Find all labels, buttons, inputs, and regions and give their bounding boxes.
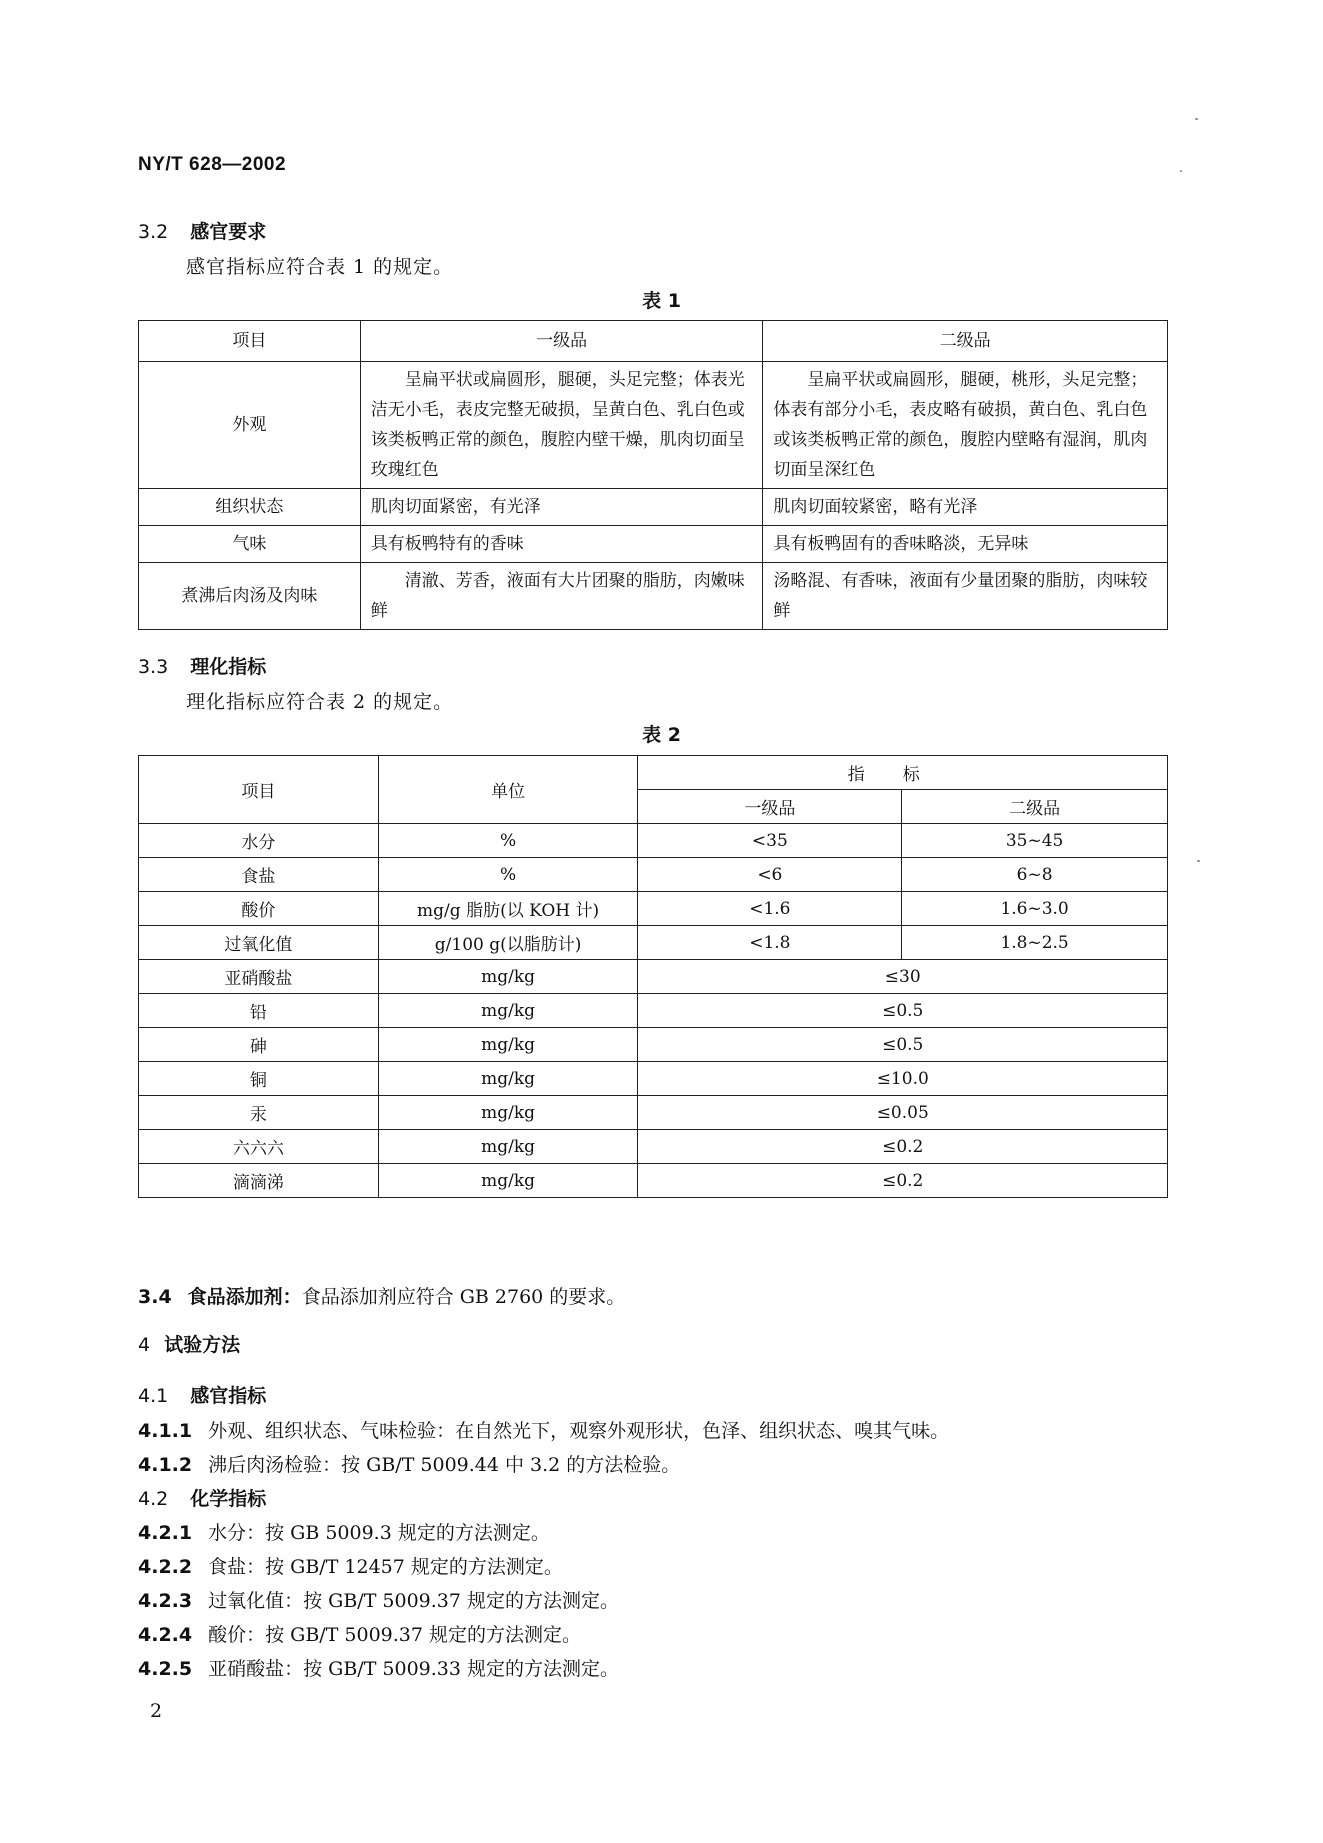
column-header: 一级品 [360, 321, 763, 362]
column-header: 项目 [139, 321, 361, 362]
row-label: 亚硝酸盐 [139, 960, 379, 994]
limit-cell: ≤0.2 [638, 1130, 1168, 1164]
grade-1-cell: <1.6 [638, 892, 902, 926]
section-4-2-2: 4.2.2 食盐：按 GB/T 12457 规定的方法测定。 [138, 1556, 563, 1578]
table-row [139, 1130, 1168, 1164]
row-label: 六六六 [139, 1130, 379, 1164]
grade-2-cell: 6~8 [902, 858, 1168, 892]
grade-2-cell: 具有板鸭固有的香味略淡，无异味 [763, 526, 1168, 563]
standard-number: NY/T 628—2002 [138, 154, 287, 175]
grade-2-cell: 呈扁平状或扁圆形，腿硬，桃形，头足完整；体表有部分小毛，表皮略有破损，黄白色、乳白色或该类板鸭正常的颜色，腹腔内壁略有湿润，肌肉切面呈深红色 [763, 362, 1168, 489]
section-3-4: 3.4 食品添加剂：食品添加剂应符合 GB 2760 的要求。 [138, 1286, 626, 1308]
row-label: 滴滴涕 [139, 1164, 379, 1198]
scan-speck [1195, 118, 1198, 120]
grade-1-cell: 具有板鸭特有的香味 [360, 526, 763, 563]
grade-1-cell: <1.8 [638, 926, 902, 960]
section-4-2-heading: 4.2 化学指标 [138, 1488, 267, 1510]
row-label: 铅 [139, 994, 379, 1028]
section-4-2-1: 4.2.1 水分：按 GB 5009.3 规定的方法测定。 [138, 1522, 550, 1544]
column-header: 项目 [139, 756, 379, 824]
table-row [139, 362, 1168, 489]
grade-2-cell: 肌肉切面较紧密，略有光泽 [763, 489, 1168, 526]
limit-cell: ≤10.0 [638, 1062, 1168, 1096]
section-4-2-5: 4.2.5 亚硝酸盐：按 GB/T 5009.33 规定的方法测定。 [138, 1658, 620, 1680]
section-4-heading: 4 试验方法 [138, 1334, 241, 1356]
grade-2-cell: 1.8~2.5 [902, 926, 1168, 960]
table-row [139, 489, 1168, 526]
row-label: 水分 [139, 824, 379, 858]
section-3-3-text: 理化指标应符合表 2 的规定。 [186, 691, 454, 713]
grade-2-cell: 汤略混、有香味，液面有少量团聚的脂肪，肉味较鲜 [763, 563, 1168, 630]
section-3-3-heading: 3.3 理化指标 [138, 656, 267, 678]
table-row [139, 1062, 1168, 1096]
page-number: 2 [150, 1700, 163, 1722]
limit-cell: ≤0.2 [638, 1164, 1168, 1198]
table-row [139, 563, 1168, 630]
column-header: 一级品 [638, 790, 902, 824]
unit-cell: mg/g 脂肪(以 KOH 计) [378, 892, 638, 926]
row-label: 汞 [139, 1096, 379, 1130]
table-2-physicochemical [138, 755, 1168, 1198]
grade-1-cell: <6 [638, 858, 902, 892]
table-row [139, 858, 1168, 892]
row-label: 组织状态 [139, 489, 361, 526]
grade-1-cell: 清澈、芳香，液面有大片团聚的脂肪，肉嫩味鲜 [360, 563, 763, 630]
unit-cell: mg/kg [378, 960, 638, 994]
row-label: 气味 [139, 526, 361, 563]
section-4-1-2: 4.1.2 沸后肉汤检验：按 GB/T 5009.44 中 3.2 的方法检验。 [138, 1454, 681, 1476]
scan-speck [1180, 170, 1182, 172]
table-row [139, 926, 1168, 960]
unit-cell: mg/kg [378, 1096, 638, 1130]
table-row [139, 1096, 1168, 1130]
row-label: 煮沸后肉汤及肉味 [139, 563, 361, 630]
unit-cell: % [378, 824, 638, 858]
unit-cell: % [378, 858, 638, 892]
column-header: 指标 [638, 756, 1168, 790]
table-row [139, 994, 1168, 1028]
column-header: 单位 [378, 756, 638, 824]
unit-cell: mg/kg [378, 1028, 638, 1062]
limit-cell: ≤0.5 [638, 1028, 1168, 1062]
section-4-1-1: 4.1.1 外观、组织状态、气味检验：在自然光下，观察外观形状，色泽、组织状态、嗅其气味。 [138, 1420, 950, 1442]
unit-cell: mg/kg [378, 1062, 638, 1096]
row-label: 酸价 [139, 892, 379, 926]
table-2-caption: 表 2 [642, 724, 681, 746]
table-row [139, 892, 1168, 926]
unit-cell: mg/kg [378, 1130, 638, 1164]
grade-1-cell: 呈扁平状或扁圆形，腿硬，头足完整；体表光洁无小毛，表皮完整无破损，呈黄白色、乳白色或该类板鸭正常的颜色，腹腔内壁干燥，肌肉切面呈玫瑰红色 [360, 362, 763, 489]
table-row [139, 960, 1168, 994]
table-1-caption: 表 1 [642, 290, 681, 312]
unit-cell: mg/kg [378, 1164, 638, 1198]
section-4-2-3: 4.2.3 过氧化值：按 GB/T 5009.37 规定的方法测定。 [138, 1590, 620, 1612]
table-row [139, 824, 1168, 858]
section-3-2-text: 感官指标应符合表 1 的规定。 [186, 256, 454, 278]
row-label: 过氧化值 [139, 926, 379, 960]
table-row [139, 1028, 1168, 1062]
limit-cell: ≤0.5 [638, 994, 1168, 1028]
table-header-row [139, 321, 1168, 362]
table-row [139, 526, 1168, 563]
limit-cell: ≤30 [638, 960, 1168, 994]
row-label: 砷 [139, 1028, 379, 1062]
grade-1-cell: 肌肉切面紧密，有光泽 [360, 489, 763, 526]
section-3-2-heading: 3.2 感官要求 [138, 221, 267, 243]
section-4-1-heading: 4.1 感官指标 [138, 1385, 267, 1407]
row-label: 食盐 [139, 858, 379, 892]
unit-cell: g/100 g(以脂肪计) [378, 926, 638, 960]
row-label: 铜 [139, 1062, 379, 1096]
section-4-2-4: 4.2.4 酸价：按 GB/T 5009.37 规定的方法测定。 [138, 1624, 582, 1646]
grade-2-cell: 35~45 [902, 824, 1168, 858]
table-1-sensory [138, 320, 1168, 630]
table-header-row [139, 756, 1168, 790]
grade-1-cell: <35 [638, 824, 902, 858]
table-row [139, 1164, 1168, 1198]
row-label: 外观 [139, 362, 361, 489]
grade-2-cell: 1.6~3.0 [902, 892, 1168, 926]
unit-cell: mg/kg [378, 994, 638, 1028]
scan-speck [1197, 860, 1200, 862]
column-header: 二级品 [763, 321, 1168, 362]
column-header: 二级品 [902, 790, 1168, 824]
limit-cell: ≤0.05 [638, 1096, 1168, 1130]
